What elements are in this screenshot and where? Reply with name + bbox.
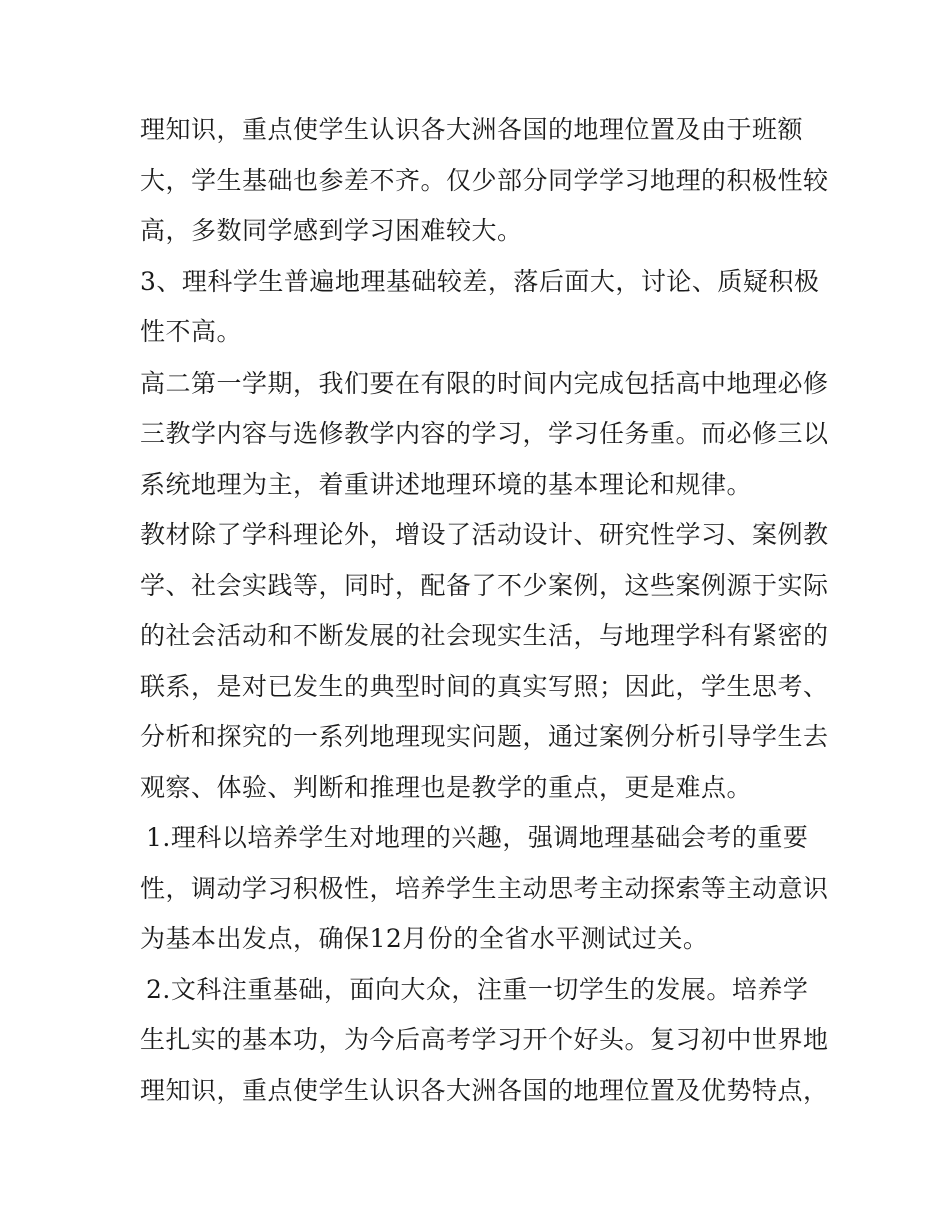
text-line: 的社会活动和不断发展的社会现实生活，与地理学科有紧密的 (140, 621, 829, 650)
text-line: 1.理科以培养学生对地理的兴趣，强调地理基础会考的重要 (146, 823, 809, 852)
text-line: 2.文科注重基础，面向大众，注重一切学生的发展。培养学 (146, 975, 809, 1004)
text-line: 三教学内容与选修教学内容的学习，学习任务重。而必修三以 (140, 419, 829, 448)
text-line: 理知识，重点使学生认识各大洲各国的地理位置及由于班额 (140, 115, 804, 144)
text-line: 观察、体验、判断和推理也是教学的重点，更是难点。 (140, 773, 753, 802)
text-line: 高，多数同学感到学习困难较大。 (140, 216, 523, 245)
text-line: 学、社会实践等，同时，配备了不少案例，这些案例源于实际 (140, 571, 829, 600)
text-line: 大，学生基础也参差不齐。仅少部分同学学习地理的积极性较 (140, 166, 829, 195)
text-line: 高二第一学期，我们要在有限的时间内完成包括高中地理必修 (140, 369, 829, 398)
text-line: 3、理科学生普遍地理基础较差，落后面大，讨论、质疑积极 (140, 267, 820, 296)
text-line: 为基本出发点，确保12月份的全省水平测试过关。 (140, 924, 709, 953)
text-line: 联系，是对已发生的典型时间的真实写照；因此，学生思考、 (140, 672, 829, 701)
text-line: 分析和探究的一系列地理现实问题，通过案例分析引导学生去 (140, 722, 829, 751)
text-line: 教材除了学科理论外，增设了活动设计、研究性学习、案例教 (140, 520, 829, 549)
text-line: 性不高。 (140, 317, 243, 346)
text-line: 生扎实的基本功，为今后高考学习开个好头。复习初中世界地 (140, 1025, 829, 1054)
text-line: 理知识，重点使学生认识各大洲各国的地理位置及优势特点， (140, 1076, 829, 1105)
text-line: 性，调动学习积极性，培养学生主动思考主动探索等主动意识 (140, 874, 829, 903)
text-line: 系统地理为主，着重讲述地理环境的基本理论和规律。 (140, 470, 753, 499)
